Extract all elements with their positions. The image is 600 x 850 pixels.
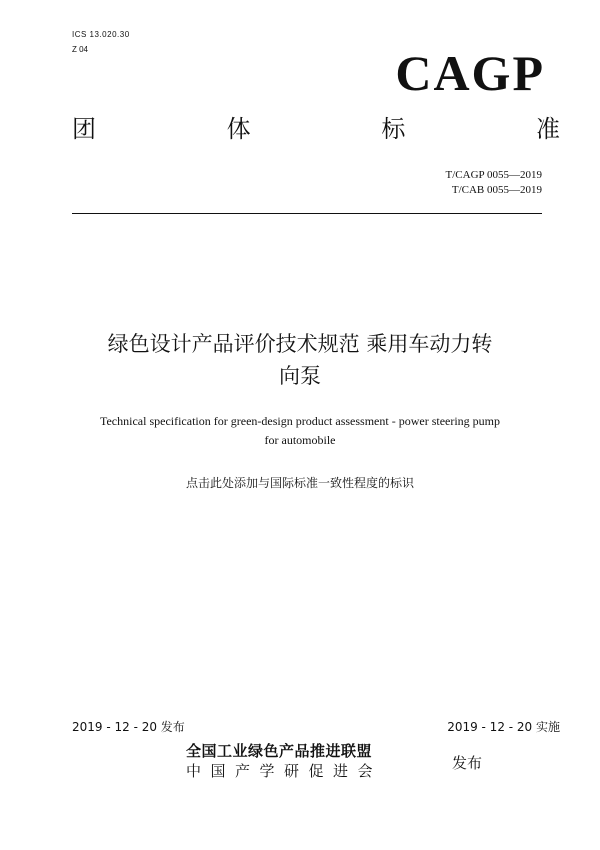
title-en-line: for automobile (264, 433, 336, 447)
standard-number: T/CAB 0055—2019 (451, 184, 542, 196)
title-chinese (50, 328, 550, 392)
publish-label: 发布 (452, 754, 483, 772)
title-en-line: Technical specification for green-design product assessment - power steering pump (99, 414, 501, 428)
ics-code: ICS 13.020.30 (72, 30, 130, 39)
header-divider (72, 213, 542, 214)
doc-type-char: 体 (226, 115, 251, 143)
publisher-name: 全国工业绿色产品推进联盟 (186, 742, 373, 760)
publishers (186, 741, 382, 781)
title-cn-line: 绿色设计产品评价技术规范 乘用车动力转 (107, 332, 493, 356)
doc-type-char: 准 (535, 115, 560, 143)
publisher-name: 中国产学研促进会 (186, 762, 383, 780)
ccs-code: Z 04 (72, 45, 89, 54)
standard-number: T/CAGP 0055—2019 (445, 169, 542, 181)
consistency-placeholder[interactable]: 点击此处添加与国际标准一致性程度的标识 (185, 476, 414, 490)
title-cn-line: 向泵 (279, 364, 321, 388)
title-english (50, 412, 550, 450)
issue-date: 2019 - 12 - 20 发布 (72, 720, 185, 734)
document-type (72, 117, 560, 141)
cagp-logo: CAGP (395, 45, 545, 101)
doc-type-char: 标 (381, 115, 406, 143)
doc-type-char: 团 (72, 115, 96, 143)
implementation-date: 2019 - 12 - 20 实施 (447, 720, 560, 734)
